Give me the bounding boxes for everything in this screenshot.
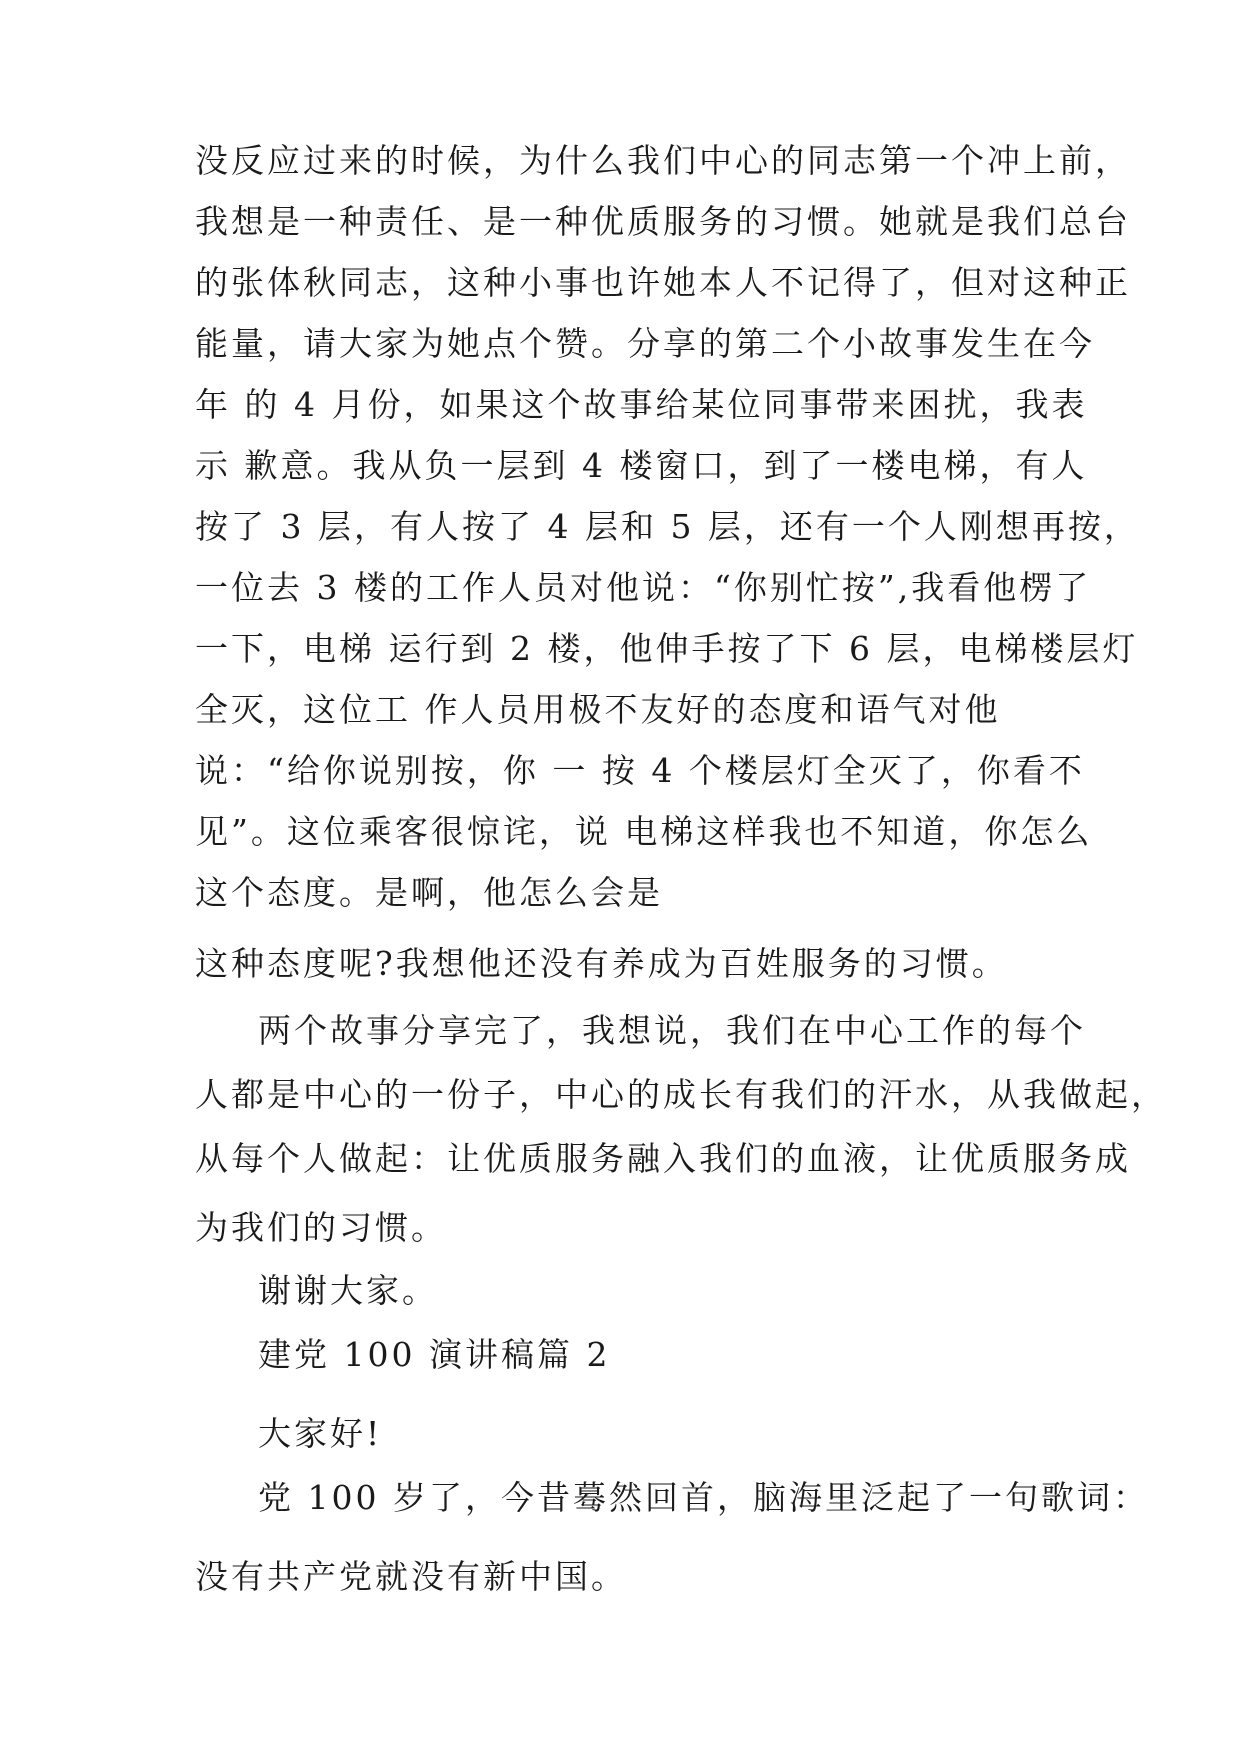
text-line: 这个态度。是啊，他怎么会是 (195, 873, 663, 912)
text-line: 从每个人做起：让优质服务融入我们的血液，让优质服务成 (195, 1139, 1131, 1178)
text-line: 人都是中心的一份子，中心的成长有我们的汗水，从我做起， (195, 1075, 1167, 1114)
text-line: 为我们的习惯。 (195, 1208, 447, 1247)
text-line: 示 歉意。我从负一层到 4 楼窗口，到了一楼电梯，有人 (195, 446, 1088, 485)
text-line: 我想是一种责任、是一种优质服务的习惯。她就是我们总台 (195, 202, 1131, 241)
text-line: 年 的 4 月份，如果这个故事给某位同事带来困扰，我表 (195, 385, 1088, 424)
paragraph-first-line: 两个故事分享完了，我想说，我们在中心工作的每个 (258, 1011, 1086, 1050)
text-line: 这种态度呢?我想他还没有养成为百姓服务的习惯。 (195, 944, 1008, 983)
text-line: 没反应过来的时候，为什么我们中心的同志第一个冲上前， (195, 141, 1131, 180)
text-line: 一位去 3 楼的工作人员对他说：“你别忙按”,我看他楞了 (195, 568, 1092, 607)
text-line: 按了 3 层，有人按了 4 层和 5 层，还有一个人刚想再按， (195, 507, 1140, 546)
text-line: 的张体秋同志，这种小事也许她本人不记得了，但对这种正 (195, 263, 1131, 302)
section-title: 建党 100 演讲稿篇 2 (258, 1335, 611, 1374)
paragraph-first-line: 党 100 岁了，今昔蓦然回首，脑海里泛起了一句歌词： (258, 1478, 1149, 1517)
text-line: 见”。这位乘客很惊诧，说 电梯这样我也不知道，你怎么 (195, 812, 1093, 851)
text-line: 能量，请大家为她点个赞。分享的第二个小故事发生在今 (195, 324, 1095, 363)
text-line: 说：“给你说别按，你 一 按 4 个楼层灯全灭了，你看不 (195, 751, 1085, 790)
text-line: 没有共产党就没有新中国。 (195, 1557, 627, 1596)
thanks-line: 谢谢大家。 (258, 1271, 438, 1310)
text-line: 全灭，这位工 作人员用极不友好的态度和语气对他 (195, 690, 1001, 729)
greeting-line: 大家好! (258, 1414, 383, 1453)
text-line: 一下，电梯 运行到 2 楼，他伸手按了下 6 层，电梯楼层灯 (195, 629, 1139, 668)
